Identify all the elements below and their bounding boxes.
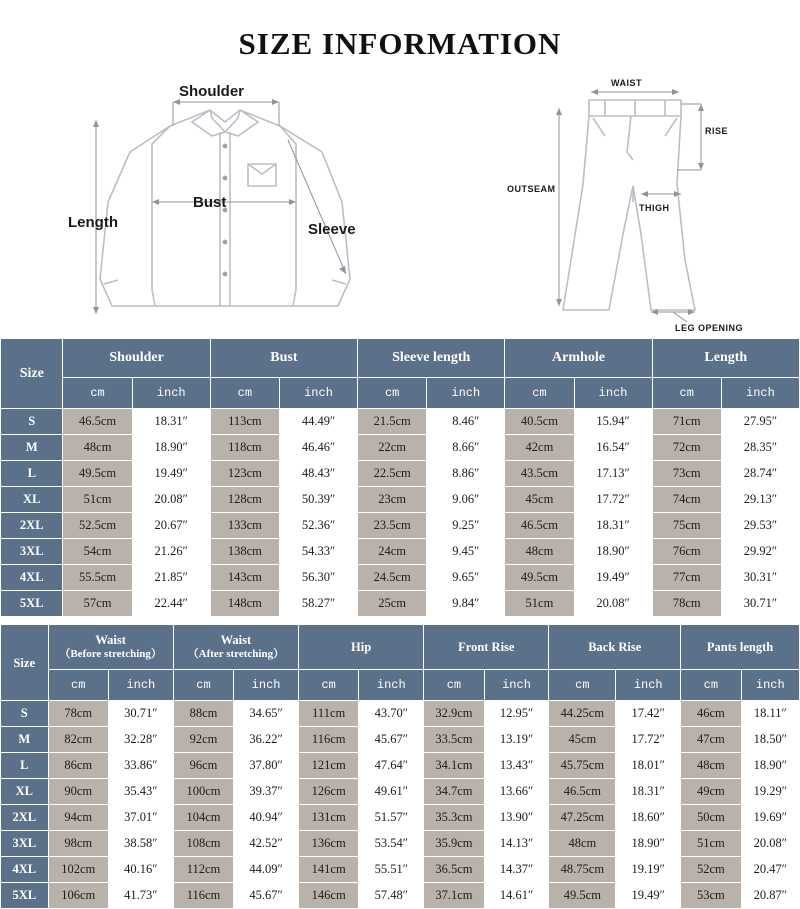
tops-header-size: Size [1,339,63,409]
pants-cell: 18.31″ [616,779,681,805]
tops-cell: 128cm [210,487,279,513]
pants-cell: 111cm [298,701,358,727]
pants-cell: 32.9cm [424,701,484,727]
pants-cell: 108cm [173,831,233,857]
tops-subheader-inch-3: inch [427,378,505,409]
tops-cell: 17.72″ [574,487,652,513]
tops-cell: 57cm [63,591,132,617]
tops-cell: 148cm [210,591,279,617]
tops-cell: 23.5cm [358,513,427,539]
pants-cell: 12.95″ [484,701,549,727]
table-row [1,539,800,565]
tops-cell: 46.46″ [279,435,357,461]
label-rise: RISE [705,126,729,136]
tops-cell: 52.36″ [279,513,357,539]
tops-cell: 24cm [358,539,427,565]
tops-cell: 48.43″ [279,461,357,487]
pants-cell: 38.58″ [108,831,173,857]
illustration-area [0,66,800,338]
label-bust: Bust [193,194,227,211]
tops-cell: 74cm [652,487,721,513]
pants-cell: 20.08″ [741,831,799,857]
pants-cell: 37.80″ [234,753,299,779]
pants-cell: 40.16″ [108,857,173,883]
tops-cell: 46.5cm [505,513,574,539]
tops-cell: 19.49″ [574,565,652,591]
pants-cell: 14.61″ [484,883,549,909]
tops-cell: 54cm [63,539,132,565]
pants-row-size: L [1,753,49,779]
tops-row-size: 5XL [1,591,63,617]
tops-cell: 113cm [210,409,279,435]
spacer [0,617,800,624]
tops-row-size: S [1,409,63,435]
tops-cell: 56.30″ [279,565,357,591]
tops-cell: 72cm [652,435,721,461]
tops-subheader-inch-4: inch [574,378,652,409]
pants-cell: 19.19″ [616,857,681,883]
pants-subheader-inch-3: inch [359,670,424,701]
pants-header-hip-l1: Hip [351,640,372,654]
tops-cell: 73cm [652,461,721,487]
pants-cell: 46.5cm [549,779,616,805]
pants-subheader-inch-6: inch [741,670,799,701]
tops-cell: 52.5cm [63,513,132,539]
tops-cell: 77cm [652,565,721,591]
tops-cell: 30.31″ [721,565,799,591]
pants-subheader-cm-6: cm [681,670,741,701]
pants-subheader-cm-3: cm [298,670,358,701]
pants-cell: 18.90″ [616,831,681,857]
table-row [1,565,800,591]
tops-cell: 71cm [652,409,721,435]
tops-cell: 42cm [505,435,574,461]
pants-header-waist-after-l2: （After stretching） [187,648,285,660]
pants-cell: 112cm [173,857,233,883]
tops-cell: 49.5cm [505,565,574,591]
tops-subheader-cm-1: cm [63,378,132,409]
table-row [1,857,800,883]
pants-cell: 40.94″ [234,805,299,831]
tops-cell: 21.26″ [132,539,210,565]
pants-cell: 49.5cm [549,883,616,909]
pants-header-row [1,625,800,670]
pants-cell: 104cm [173,805,233,831]
tops-cell: 58.27″ [279,591,357,617]
pants-cell: 36.5cm [424,857,484,883]
pants-cell: 102cm [48,857,108,883]
label-shoulder: Shoulder [179,83,245,100]
pants-row-size: S [1,701,49,727]
pants-row-size: XL [1,779,49,805]
pants-cell: 116cm [173,883,233,909]
tops-subheader-row [1,378,800,409]
tops-cell: 8.46″ [427,409,505,435]
pants-row-size: 5XL [1,883,49,909]
page-title: SIZE INFORMATION [238,26,562,61]
tops-cell: 9.84″ [427,591,505,617]
pants-cell: 35.43″ [108,779,173,805]
pants-cell: 92cm [173,727,233,753]
tops-cell: 19.49″ [132,461,210,487]
tops-cell: 9.65″ [427,565,505,591]
label-leg-opening: LEG OPENING [675,323,744,333]
table-row [1,883,800,909]
pants-cell: 45.67″ [234,883,299,909]
pants-cell: 32.28″ [108,727,173,753]
pants-cell: 34.65″ [234,701,299,727]
tops-subheader-cm-5: cm [652,378,721,409]
pants-header-back-rise-l1: Back Rise [588,640,642,654]
pants-cell: 131cm [298,805,358,831]
tops-cell: 51cm [505,591,574,617]
pants-subheader-inch-5: inch [616,670,681,701]
pants-cell: 53cm [681,883,741,909]
table-row [1,409,800,435]
pants-cell: 34.1cm [424,753,484,779]
pants-cell: 55.51″ [359,857,424,883]
pants-cell: 19.29″ [741,779,799,805]
pants-cell: 49.61″ [359,779,424,805]
pants-cell: 82cm [48,727,108,753]
pants-cell: 18.11″ [741,701,799,727]
pants-diagram [505,74,795,334]
pants-cell: 49cm [681,779,741,805]
label-thigh: THIGH [639,203,670,213]
pants-cell: 86cm [48,753,108,779]
label-waist: WAIST [611,78,642,88]
pants-cell: 33.5cm [424,727,484,753]
table-row [1,831,800,857]
tops-cell: 133cm [210,513,279,539]
tops-cell: 44.49″ [279,409,357,435]
tops-subheader-inch-5: inch [721,378,799,409]
tops-cell: 23cm [358,487,427,513]
tops-cell: 43.5cm [505,461,574,487]
tops-row-size: 4XL [1,565,63,591]
table-row [1,779,800,805]
tops-cell: 17.13″ [574,461,652,487]
tops-cell: 21.5cm [358,409,427,435]
pants-cell: 35.9cm [424,831,484,857]
pants-size-table-wrap [0,624,800,909]
pants-cell: 51cm [681,831,741,857]
pants-cell: 18.90″ [741,753,799,779]
tops-row-size: XL [1,487,63,513]
tops-cell: 46.5cm [63,409,132,435]
pants-header-front-rise-l1: Front Rise [458,640,515,654]
pants-cell: 42.52″ [234,831,299,857]
tops-subheader-cm-3: cm [358,378,427,409]
pants-cell: 141cm [298,857,358,883]
tops-header-bust: Bust [210,339,357,378]
label-outseam: OUTSEAM [507,184,556,194]
tops-row-size: M [1,435,63,461]
pants-cell: 126cm [298,779,358,805]
tops-cell: 20.67″ [132,513,210,539]
tops-cell: 22cm [358,435,427,461]
label-length: Length [68,214,118,231]
pants-cell: 45.67″ [359,727,424,753]
table-row [1,805,800,831]
pants-cell: 116cm [298,727,358,753]
tops-cell: 55.5cm [63,565,132,591]
pants-row-size: M [1,727,49,753]
pants-row-size: 3XL [1,831,49,857]
pants-header-size [1,625,49,701]
pants-cell: 13.90″ [484,805,549,831]
table-row [1,591,800,617]
tops-cell: 49.5cm [63,461,132,487]
tops-size-table-wrap [0,338,800,617]
pants-cell: 48.75cm [549,857,616,883]
pants-cell: 47.25cm [549,805,616,831]
tops-cell: 8.86″ [427,461,505,487]
pants-header-waist-before [48,625,173,670]
shirt-diagram [60,74,390,334]
tops-cell: 8.66″ [427,435,505,461]
pants-cell: 14.37″ [484,857,549,883]
pants-subheader-cm-2: cm [173,670,233,701]
pants-subheader-cm-4: cm [424,670,484,701]
table-row [1,701,800,727]
pants-header-waist-after-l1: Waist [220,633,252,647]
pants-subheader-inch-1: inch [108,670,173,701]
pants-cell: 106cm [48,883,108,909]
label-sleeve: Sleeve [308,221,356,238]
tops-header-armhole: Armhole [505,339,652,378]
pants-cell: 14.13″ [484,831,549,857]
tops-cell: 123cm [210,461,279,487]
pants-cell: 47cm [681,727,741,753]
tops-cell: 51cm [63,487,132,513]
tops-header-sleeve-length: Sleeve length [358,339,505,378]
pants-cell: 98cm [48,831,108,857]
tops-size-table [0,338,800,617]
pants-cell: 39.37″ [234,779,299,805]
tops-cell: 15.94″ [574,409,652,435]
pants-cell: 13.43″ [484,753,549,779]
table-row [1,727,800,753]
tops-cell: 20.08″ [132,487,210,513]
tops-cell: 138cm [210,539,279,565]
pants-cell: 35.3cm [424,805,484,831]
pants-cell: 43.70″ [359,701,424,727]
table-row [1,753,800,779]
tops-subheader-cm-4: cm [505,378,574,409]
tops-header-length: Length [652,339,799,378]
tops-cell: 9.25″ [427,513,505,539]
tops-subheader-inch-1: inch [132,378,210,409]
table-row [1,487,800,513]
pants-cell: 20.87″ [741,883,799,909]
pants-cell: 52cm [681,857,741,883]
pants-cell: 96cm [173,753,233,779]
pants-cell: 136cm [298,831,358,857]
pants-header-pants-length [681,625,800,670]
pants-cell: 46cm [681,701,741,727]
tops-cell: 20.08″ [574,591,652,617]
pants-subheader-cm-5: cm [549,670,616,701]
tops-cell: 75cm [652,513,721,539]
tops-cell: 18.31″ [132,409,210,435]
pants-cell: 20.47″ [741,857,799,883]
pants-cell: 78cm [48,701,108,727]
pants-size-table [0,624,800,909]
tops-cell: 30.71″ [721,591,799,617]
pants-cell: 30.71″ [108,701,173,727]
tops-cell: 21.85″ [132,565,210,591]
pants-cell: 13.66″ [484,779,549,805]
tops-cell: 29.92″ [721,539,799,565]
tops-cell: 29.53″ [721,513,799,539]
pants-cell: 57.48″ [359,883,424,909]
tops-cell: 76cm [652,539,721,565]
pants-cell: 19.49″ [616,883,681,909]
table-row [1,461,800,487]
tops-header-row [1,339,800,378]
pants-cell: 18.60″ [616,805,681,831]
pants-cell: 121cm [298,753,358,779]
pants-cell: 51.57″ [359,805,424,831]
tops-cell: 22.44″ [132,591,210,617]
pants-subheader-row [1,670,800,701]
pants-cell: 44.09″ [234,857,299,883]
pants-header-pants-length-l1: Pants length [706,640,774,654]
pants-row-size: 4XL [1,857,49,883]
tops-cell: 118cm [210,435,279,461]
pants-cell: 41.73″ [108,883,173,909]
pants-cell: 17.42″ [616,701,681,727]
pants-cell: 33.86″ [108,753,173,779]
pants-cell: 36.22″ [234,727,299,753]
tops-cell: 48cm [63,435,132,461]
pants-cell: 146cm [298,883,358,909]
pants-cell: 47.64″ [359,753,424,779]
tops-cell: 18.90″ [132,435,210,461]
pants-cell: 48cm [681,753,741,779]
tops-cell: 50.39″ [279,487,357,513]
tops-cell: 9.06″ [427,487,505,513]
pants-cell: 94cm [48,805,108,831]
pants-cell: 100cm [173,779,233,805]
pants-cell: 37.1cm [424,883,484,909]
table-row [1,513,800,539]
tops-cell: 54.33″ [279,539,357,565]
tops-cell: 27.95″ [721,409,799,435]
tops-row-size: 3XL [1,539,63,565]
tops-cell: 29.13″ [721,487,799,513]
tops-cell: 18.90″ [574,539,652,565]
tops-cell: 24.5cm [358,565,427,591]
pants-header-waist-after [173,625,298,670]
pants-header-waist-before-l2: （Before stretching） [59,648,162,660]
tops-cell: 28.35″ [721,435,799,461]
table-row [1,435,800,461]
tops-cell: 78cm [652,591,721,617]
pants-cell: 13.19″ [484,727,549,753]
tops-cell: 48cm [505,539,574,565]
pants-header-waist-before-l1: Waist [95,633,126,647]
pants-header-hip [298,625,423,670]
tops-cell: 25cm [358,591,427,617]
pants-header-front-rise [424,625,549,670]
tops-header-shoulder: Shoulder [63,339,210,378]
pants-cell: 45cm [549,727,616,753]
pants-cell: 50cm [681,805,741,831]
pants-header-back-rise [549,625,681,670]
tops-subheader-inch-2: inch [279,378,357,409]
pants-cell: 44.25cm [549,701,616,727]
tops-cell: 16.54″ [574,435,652,461]
pants-cell: 17.72″ [616,727,681,753]
tops-cell: 143cm [210,565,279,591]
pants-subheader-inch-4: inch [484,670,549,701]
pants-subheader-cm-1: cm [48,670,108,701]
pants-cell: 37.01″ [108,805,173,831]
pants-cell: 48cm [549,831,616,857]
pants-cell: 18.50″ [741,727,799,753]
tops-cell: 18.31″ [574,513,652,539]
pants-cell: 18.01″ [616,753,681,779]
tops-row-size: L [1,461,63,487]
pants-cell: 90cm [48,779,108,805]
pants-cell: 45.75cm [549,753,616,779]
pants-cell: 53.54″ [359,831,424,857]
tops-cell: 28.74″ [721,461,799,487]
table-gap [0,617,800,624]
tops-cell: 9.45″ [427,539,505,565]
pants-cell: 88cm [173,701,233,727]
tops-row-size: 2XL [1,513,63,539]
tops-cell: 40.5cm [505,409,574,435]
pants-cell: 34.7cm [424,779,484,805]
pants-cell: 19.69″ [741,805,799,831]
pants-header-size-l1: Size [13,655,36,670]
pants-row-size: 2XL [1,805,49,831]
tops-subheader-cm-2: cm [210,378,279,409]
tops-cell: 45cm [505,487,574,513]
pants-subheader-inch-2: inch [234,670,299,701]
tops-cell: 22.5cm [358,461,427,487]
